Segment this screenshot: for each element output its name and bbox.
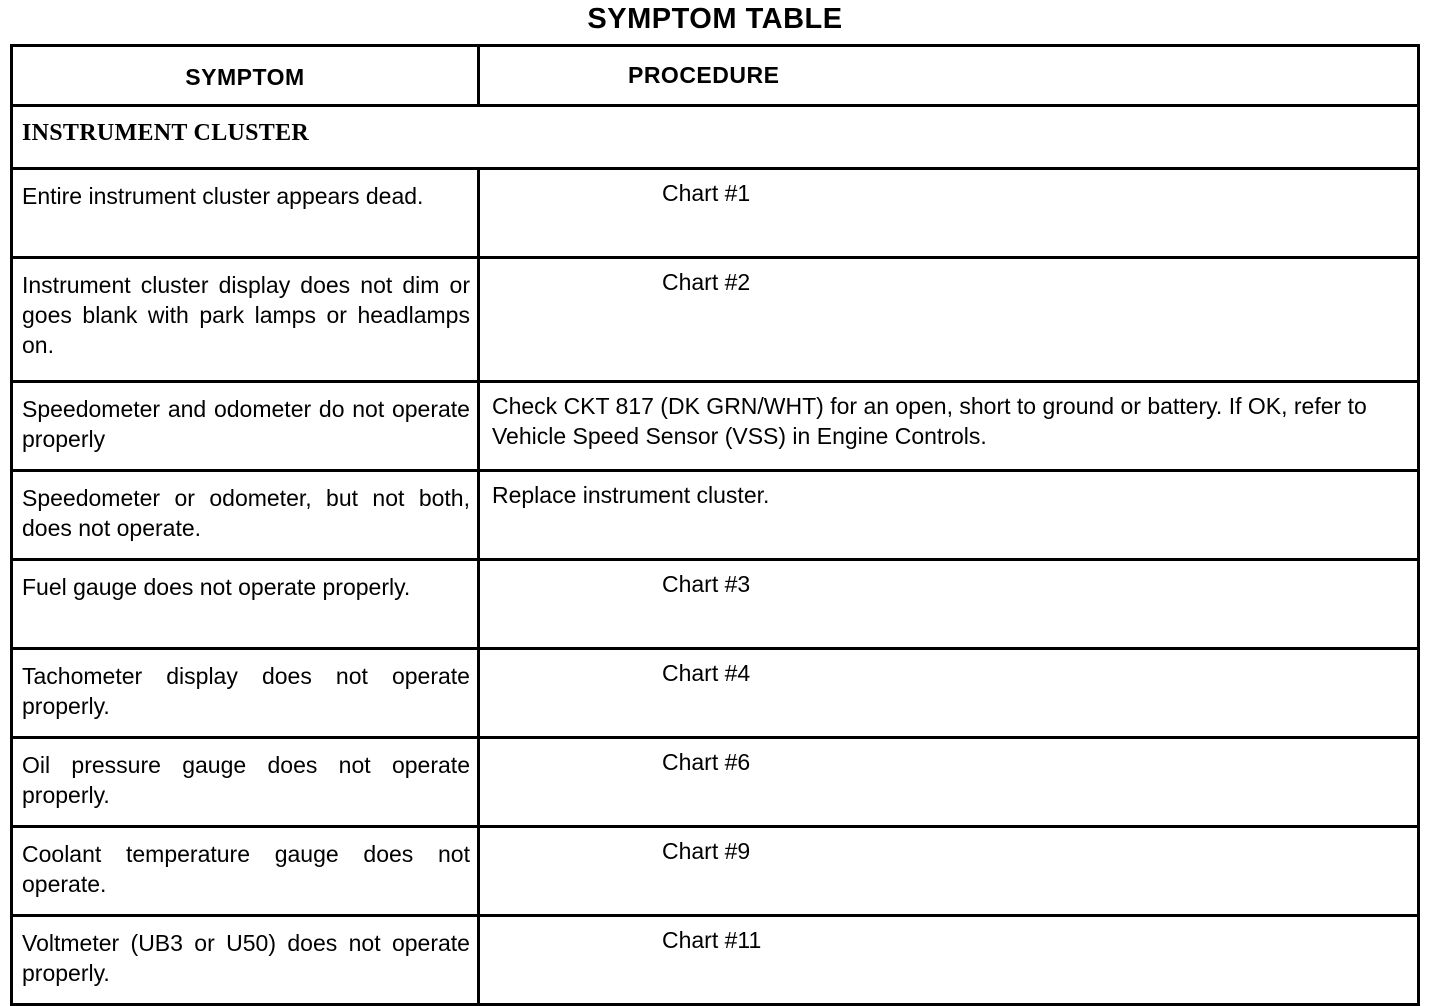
procedure-column-header: PROCEDURE	[478, 46, 1418, 106]
procedure-cell	[478, 382, 1418, 471]
table-row	[12, 560, 1419, 649]
symptom-cell: Entire instrument cluster appears dead.	[12, 169, 479, 258]
procedure-cell	[478, 560, 1418, 649]
symptom-cell: Fuel gauge does not operate properly.	[12, 560, 479, 649]
procedure-cell	[478, 471, 1418, 560]
chart-reference: Chart #3	[661, 571, 751, 597]
procedure-cell	[478, 827, 1418, 916]
table-row	[12, 916, 1419, 1005]
symptom-cell: Speedometer or odometer, but not both, does not operate.	[12, 471, 479, 560]
symptom-cell: Speedometer and odometer do not operate properly	[12, 382, 479, 471]
table-row	[12, 738, 1419, 827]
procedure-text: Check CKT 817 (DK GRN/WHT) for an open, short to ground or battery. If OK, refer to Vehicle Speed Sensor (VSS) in Engine Controls.	[491, 393, 1367, 449]
procedure-cell	[478, 169, 1418, 258]
procedure-cell	[478, 916, 1418, 1005]
chart-reference: Chart #6	[661, 749, 751, 775]
section-heading: INSTRUMENT CLUSTER	[12, 106, 1419, 169]
chart-reference: Chart #1	[661, 180, 751, 206]
chart-reference: Chart #2	[661, 269, 751, 295]
chart-reference: Chart #4	[661, 660, 751, 686]
table-row	[12, 649, 1419, 738]
symptom-cell: Tachometer display does not operate properly.	[12, 649, 479, 738]
page-title: SYMPTOM TABLE	[587, 3, 843, 35]
table-row	[12, 471, 1419, 560]
table-row	[12, 258, 1419, 382]
symptom-cell: Voltmeter (UB3 or U50) does not operate properly.	[12, 916, 479, 1005]
table-row	[12, 827, 1419, 916]
procedure-text: Replace instrument cluster.	[491, 482, 770, 508]
table-row	[12, 382, 1419, 471]
symptom-cell: Oil pressure gauge does not operate properly.	[12, 738, 479, 827]
procedure-cell	[478, 258, 1418, 382]
table-row	[12, 169, 1419, 258]
procedure-cell	[478, 649, 1418, 738]
section-row	[12, 106, 1419, 169]
symptom-cell: Coolant temperature gauge does not operate.	[12, 827, 479, 916]
procedure-cell	[478, 738, 1418, 827]
chart-reference: Chart #9	[661, 838, 751, 864]
symptom-column-header: SYMPTOM	[12, 46, 479, 106]
chart-reference: Chart #11	[661, 927, 762, 953]
symptom-cell: Instrument cluster display does not dim or goes blank with park lamps or headlamps on.	[12, 258, 479, 382]
symptom-table	[10, 44, 1420, 1006]
table-header-row	[12, 46, 1419, 106]
